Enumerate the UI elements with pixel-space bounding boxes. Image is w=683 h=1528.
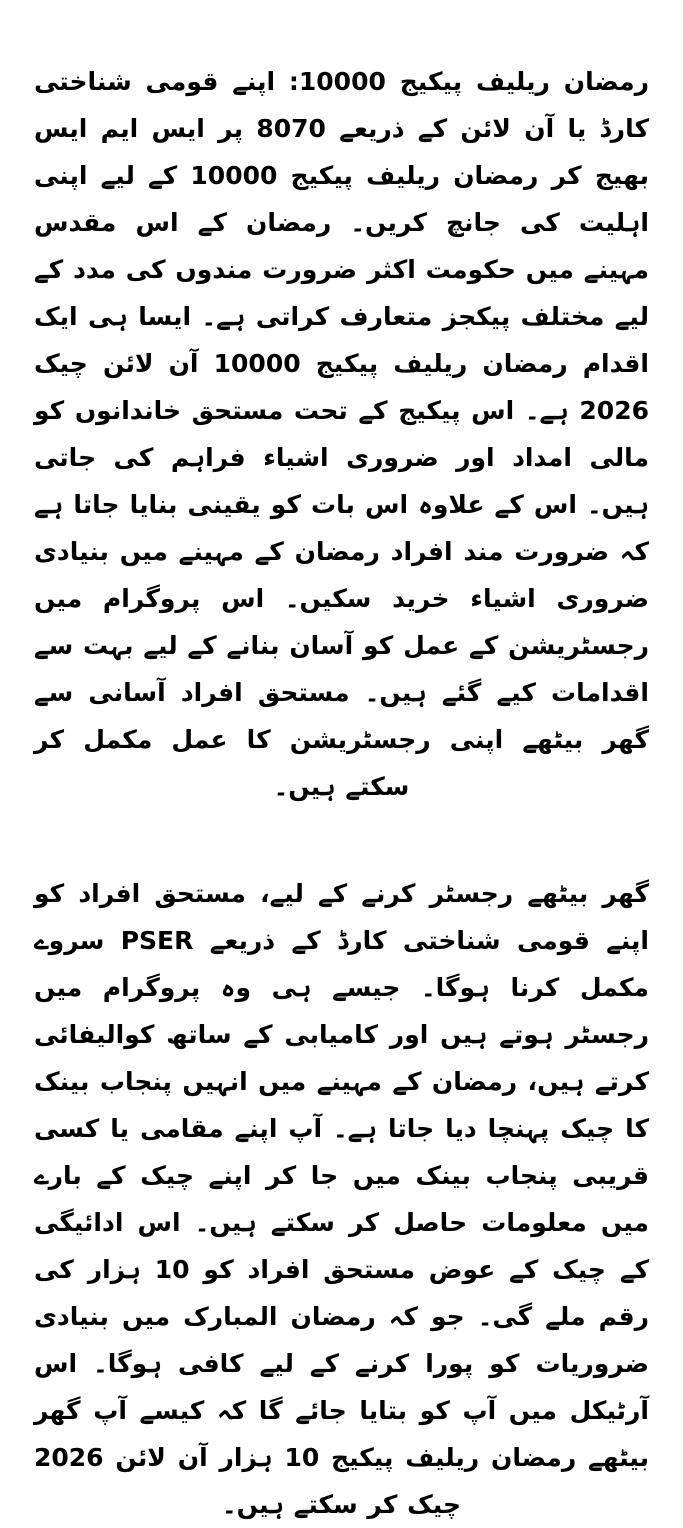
article-paragraph-2: گھر بیٹھے رجسٹر کرنے کے لیے، مستحق افراد کو اپنے قومی شناختی کارڈ کے ذریعے PSER سروے مکمل کرنا ہوگا۔ جیسے ہی وہ پروگرام میں رجسٹر ہوتے ہیں اور کامیابی کے ساتھ کوالیفائی کرتے ہیں، رمضان کے مہینے میں انہیں پنجاب بینک کا چیک پہنچا دیا جاتا ہے۔ آپ اپنے مقامی یا کسی قریبی پنجاب بینک میں جا کر اپنے چیک کے بارے میں معلومات حاصل کر سکتے ہیں۔ اس ادائیگی کے چیک کے عوض مستحق افراد کو 10 ہزار کی رقم ملے گی۔ جو کہ رمضان المبارک میں بنیادی ضروریات کو پورا کرنے کے لیے کافی ہوگا۔ اس آرٹیکل میں آپ کو بتایا جائے گا کہ کیسے آپ گھر بیٹھے رمضان ریلیف پیکیج 10 ہزار آن لائن 2026 چیک کر سکتے ہیں۔ <box>34 879 650 1519</box>
article-paragraph-1: رمضان ریلیف پیکیج 10000: اپنے قومی شناختی کارڈ یا آن لائن کے ذریعے 8070 پر ایس ایم ایس بھیج کر رمضان ریلیف پیکیج 10000 کے لیے اپنی اہلیت کی جانچ کریں۔ رمضان کے اس مقدس مہینے میں حکومت اکثر ضرورت مندوں کی مدد کے لیے مختلف پیکجز متعارف کراتی ہے۔ ایسا ہی ایک اقدام رمضان ریلیف پیکیج 10000 آن لائن چیک 2026 ہے۔ اس پیکیج کے تحت مستحق خاندانوں کو مالی امداد اور ضروری اشیاء فراہم کی جاتی ہیں۔ اس کے علاوہ اس بات کو یقینی بنایا جاتا ہے کہ ضرورت مند افراد رمضان کے مہینے میں بنیادی ضروری اشیاء خرید سکیں۔ اس پروگرام میں رجسٹریشن کے عمل کو آسان بنانے کے لیے بہت سے اقدامات کیے گئے ہیں۔ مستحق افراد آسانی سے گھر بیٹھے اپنی رجسٹریشن کا عمل مکمل کر سکتے ہیں۔ <box>34 67 649 801</box>
